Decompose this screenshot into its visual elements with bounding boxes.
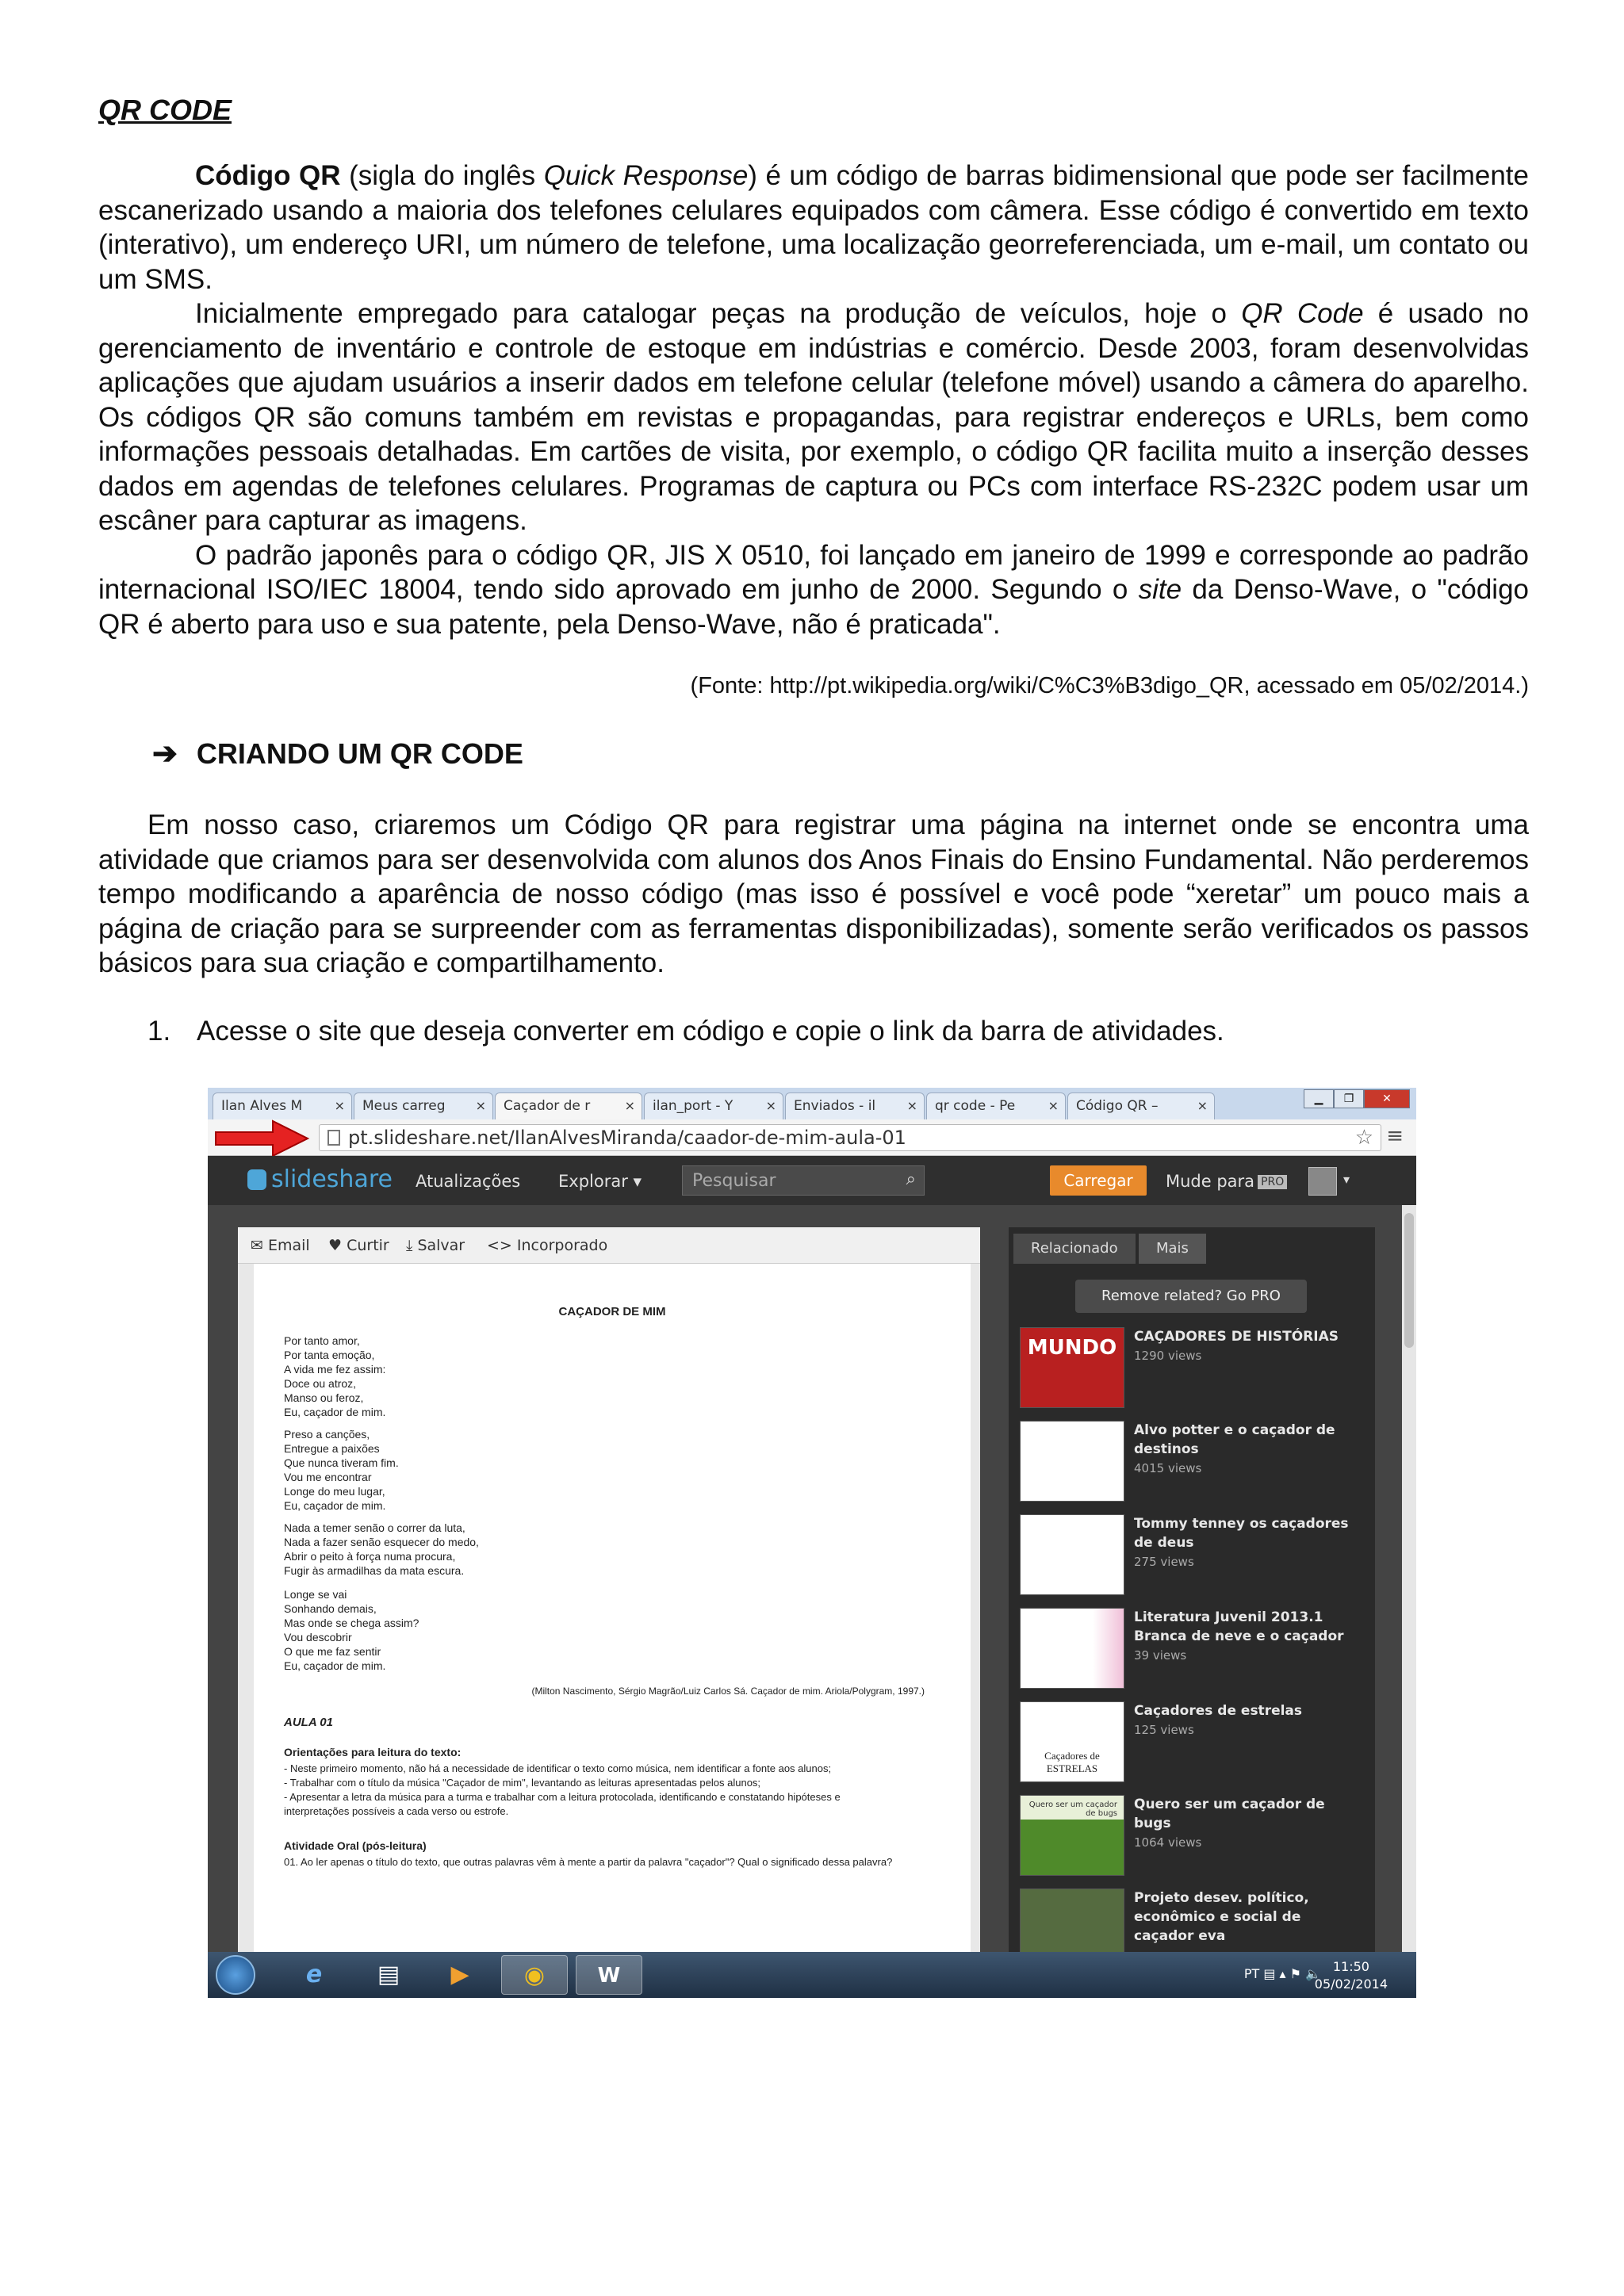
search-input[interactable] bbox=[682, 1165, 925, 1196]
related-thumbnail bbox=[1020, 1327, 1124, 1408]
paragraph-2 bbox=[98, 297, 1529, 538]
logo-text: slideshare bbox=[271, 1165, 393, 1193]
embed-button[interactable]: <> Incorporado bbox=[487, 1237, 608, 1254]
paragraph-4: Em nosso caso, criaremos um Código QR para registrar uma página na internet onde se encontra uma atividade que criamos para ser desenvolvida com alunos dos Anos Finais do Ensino Fundamental. Não perderemos tempo modificando a aparência de nosso código (mas isso é possível e você pode “xeretar” um pouco mais a página de criação para se surpreender com as ferramentas disponibilizadas), somente serão verificados os passos básicos para sua criação e compartilhamento. bbox=[98, 809, 1529, 978]
related-title bbox=[1134, 1327, 1364, 1365]
go-pro-link[interactable] bbox=[1166, 1172, 1287, 1191]
window-controls bbox=[1304, 1089, 1410, 1108]
song-citation: (Milton Nascimento, Sérgio Magrão/Luiz Carlos Sá. Caçador de mim. Ariola/Polygram, 1997.) bbox=[531, 1686, 925, 1697]
stanza-2: Preso a canções, Entregue a paixões Que nunca tiveram fim. Vou me encontrar Longe do meu lugar, Eu, caçador de mim. bbox=[284, 1428, 399, 1512]
browser-tabbar bbox=[208, 1088, 1416, 1119]
related-title bbox=[1134, 1888, 1364, 1946]
related-title bbox=[1134, 1514, 1364, 1571]
avatar[interactable] bbox=[1308, 1167, 1337, 1196]
slideshare-logo-icon bbox=[247, 1169, 266, 1190]
search-placeholder: Pesquisar bbox=[692, 1171, 776, 1191]
tab-label: Caçador de r bbox=[504, 1098, 591, 1114]
para2-text-2: é usado no gerenciamento de inventário e controle de estoque em indústrias e comércio. Desde 2003, foram desenvolvidas aplicações que ajudam usuários a inserir dados em telefone celular (telefone móvel) usando a câmera do aparelho. Os códigos QR são comuns também em revistas e propagandas, para registrar endereços e URLs, bem como informações pessoais detalhadas. Em cartões de visita, por exemplo, o código QR facilita muito a inserção desses dados em agendas de telefones celulares. Programas de captura ou PCs com interface RS-232C podem usar um escâner para capturar as imagens. bbox=[98, 298, 1529, 536]
folder-icon[interactable]: ▤ bbox=[377, 1961, 400, 1988]
clock-date: 05/02/2014 bbox=[1314, 1976, 1388, 1992]
related-item[interactable] bbox=[1020, 1421, 1369, 1503]
related-item[interactable] bbox=[1020, 1701, 1369, 1784]
para2-italic-1: QR Code bbox=[1241, 298, 1364, 329]
slideshare-logo[interactable] bbox=[247, 1165, 393, 1193]
media-player-icon[interactable]: ▶ bbox=[450, 1961, 469, 1988]
document-viewer bbox=[238, 1227, 980, 1954]
tab-close-icon[interactable]: × bbox=[765, 1098, 776, 1113]
arrow-right-icon: ➔ bbox=[152, 737, 178, 771]
step-number: 1. bbox=[147, 1015, 171, 1047]
related-title-text: Quero ser um caçador de bugs bbox=[1134, 1797, 1325, 1831]
intro-paragraph bbox=[98, 159, 1529, 297]
tab-label: qr code - Pe bbox=[935, 1098, 1016, 1114]
tab-label: Ilan Alves M bbox=[221, 1098, 303, 1114]
related-views: 1290 views bbox=[1134, 1349, 1202, 1363]
related-item[interactable] bbox=[1020, 1608, 1369, 1690]
para3-italic-1: site bbox=[1138, 574, 1182, 605]
nav-updates[interactable]: Atualizações bbox=[416, 1172, 521, 1191]
related-title-text: Alvo potter e o caçador de destinos bbox=[1134, 1422, 1335, 1457]
like-button[interactable]: ♥ Curtir bbox=[328, 1237, 389, 1254]
related-thumbnail bbox=[1020, 1421, 1124, 1502]
thumbnail-text: Quero ser um caçador de bugs bbox=[1028, 1800, 1117, 1818]
stanza-4: Longe se vai Sonhando demais, Mas onde se chega assim? Vou descobrir O que me faz sentir Eu, caçador de mim. bbox=[284, 1588, 419, 1672]
slideshare-navbar bbox=[208, 1156, 1416, 1205]
browser-tab[interactable] bbox=[926, 1093, 1066, 1119]
browser-tab-active[interactable] bbox=[495, 1093, 642, 1119]
related-thumbnail bbox=[1020, 1514, 1124, 1595]
step-1 bbox=[147, 1016, 1529, 1047]
red-arrow-icon bbox=[213, 1118, 311, 1159]
orientation-heading: Orientações para leitura do texto: bbox=[284, 1746, 462, 1758]
related-title bbox=[1134, 1701, 1364, 1739]
section-heading-text: CRIANDO UM QR CODE bbox=[196, 737, 523, 770]
maximize-icon[interactable]: ❐ bbox=[1334, 1089, 1364, 1108]
remove-related-button[interactable]: Remove related? Go PRO bbox=[1075, 1280, 1307, 1313]
tab-close-icon[interactable]: × bbox=[624, 1098, 635, 1113]
oral-activity-heading: Atividade Oral (pós-leitura) bbox=[284, 1839, 427, 1852]
url-input[interactable] bbox=[319, 1124, 1381, 1151]
tab-label: ilan_port - Y bbox=[653, 1098, 733, 1114]
intro-text-2: ) é um código de barras bidimensional que pode ser facilmente escanerizado usando a maioria dos telefones celulares equipados com câmera. Esse código é convertido em texto (interativo), um endereço URI, um número de telefone, uma localização georreferenciada, um e-mail, um contato ou um SMS. bbox=[98, 160, 1530, 295]
related-title bbox=[1134, 1608, 1364, 1665]
doc-title: CAÇADOR DE MIM bbox=[558, 1305, 666, 1318]
related-title-text: Caçadores de estrelas bbox=[1134, 1703, 1303, 1719]
tab-close-icon[interactable]: × bbox=[1197, 1098, 1208, 1113]
document-paper bbox=[254, 1264, 971, 1961]
related-sidebar bbox=[1009, 1227, 1375, 1954]
paragraph-3 bbox=[98, 538, 1529, 642]
page-icon bbox=[327, 1130, 340, 1146]
bookmark-star-icon[interactable]: ☆ bbox=[1354, 1126, 1373, 1150]
related-item[interactable] bbox=[1020, 1327, 1369, 1410]
document-toolbar bbox=[238, 1227, 980, 1264]
page-title: QR CODE bbox=[98, 94, 232, 126]
scrollbar-thumb[interactable] bbox=[1404, 1213, 1414, 1348]
email-button[interactable]: ✉ Email bbox=[251, 1237, 310, 1254]
browser-tab[interactable] bbox=[213, 1093, 352, 1119]
intro-italic-1: Quick Response bbox=[543, 160, 749, 191]
search-icon[interactable]: ⌕ bbox=[906, 1169, 916, 1189]
related-item[interactable] bbox=[1020, 1795, 1369, 1877]
thumbnail-text: Caçadores de ESTRELAS bbox=[1044, 1750, 1100, 1774]
tab-close-icon[interactable]: × bbox=[906, 1098, 917, 1113]
stanza-1: Por tanto amor, Por tanta emoção, A vida me fez assim: Doce ou atroz, Manso ou feroz, Eu, caçador de mim. bbox=[284, 1334, 386, 1418]
url-text: pt.slideshare.net/IlanAlvesMiranda/caador-de-mim-aula-01 bbox=[348, 1127, 906, 1149]
clock[interactable] bbox=[1315, 1958, 1388, 1993]
para3-text-1: O padrão japonês para o código QR, JIS X 0510, foi lançado em janeiro de 1999 e corresponde ao padrão internacional ISO/IEC 18004, tendo sido aprovado em junho de 2000. Segundo o bbox=[98, 539, 1529, 605]
document-page bbox=[98, 94, 1529, 1047]
related-thumbnail bbox=[1020, 1608, 1124, 1689]
tab-close-icon[interactable]: × bbox=[334, 1098, 345, 1113]
related-views: 4015 views bbox=[1134, 1461, 1202, 1475]
related-views: 275 views bbox=[1134, 1555, 1194, 1569]
tab-label: Meus carreg bbox=[362, 1098, 446, 1114]
pro-badge: PRO bbox=[1258, 1175, 1287, 1189]
tab-close-icon[interactable]: × bbox=[1048, 1098, 1059, 1113]
orientation-text: - Neste primeiro momento, não há a necessidade de identificar o texto como música, nem identificar a fonte aos alunos; - Trabalhar com o título da música "Caçador de mim", levantando as leituras apresentadas pelos alunos; - Apresentar a letra da música para a turma e trabalhar com a leitura protocolada, identificando e constatando hipóteses e interpretações possíveis a cada verso ou estrofe. bbox=[284, 1762, 841, 1817]
para2-text-1: Inicialmente empregado para catalogar peças na produção de veículos, hoje o bbox=[195, 298, 1242, 329]
thumbnail-text: MUNDO bbox=[1027, 1336, 1117, 1360]
para3-text-2: da Denso-Wave, o "código QR é aberto para uso e sua patente, pela Denso-Wave, não é praticada". bbox=[98, 574, 1529, 640]
related-views: 39 views bbox=[1134, 1648, 1187, 1663]
browser-tab[interactable] bbox=[1067, 1093, 1215, 1119]
browser-screenshot bbox=[208, 1088, 1416, 1998]
clock-time: 11:50 bbox=[1332, 1959, 1369, 1974]
nav-explore[interactable]: Explorar ▾ bbox=[558, 1172, 642, 1191]
related-title-text: Tommy tenney os caçadores de deus bbox=[1134, 1516, 1349, 1551]
system-tray[interactable]: PT ▤ ▴ ⚑ 🔈 bbox=[1243, 1966, 1321, 1981]
start-button[interactable] bbox=[216, 1955, 255, 1995]
source-citation: (Fonte: http://pt.wikipedia.org/wiki/C%C3%B3digo_QR, acessado em 05/02/2014.) bbox=[690, 673, 1529, 698]
save-button[interactable]: ⤓ Salvar bbox=[406, 1237, 465, 1254]
intro-text-1: (sigla do inglês bbox=[340, 160, 544, 191]
related-title-text: CAÇADORES DE HISTÓRIAS bbox=[1134, 1329, 1339, 1345]
tab-more[interactable]: Mais bbox=[1139, 1234, 1206, 1264]
address-bar bbox=[208, 1119, 1416, 1156]
tab-label: Enviados - il bbox=[794, 1098, 876, 1114]
menu-icon[interactable]: ≡ bbox=[1386, 1124, 1404, 1148]
step-text: Acesse o site que deseja converter em código e copie o link da barra de atividades. bbox=[197, 1015, 1224, 1047]
oral-activity-text: 01. Ao ler apenas o título do texto, que outras palavras vêm à mente a partir da palavra "caçador"? Qual o significado dessa palavra? bbox=[284, 1856, 893, 1868]
browser-tab[interactable] bbox=[354, 1093, 493, 1119]
related-title bbox=[1134, 1795, 1364, 1852]
go-pro-text: Mude para bbox=[1166, 1172, 1255, 1191]
windows-taskbar bbox=[208, 1952, 1416, 1998]
stanza-3: Nada a temer senão o correr da luta, Nada a fazer senão esquecer do medo, Abrir o peito à força numa procura, Fugir às armadilhas da mata escura. bbox=[284, 1521, 479, 1577]
related-views: 1064 views bbox=[1134, 1835, 1202, 1850]
minimize-icon[interactable]: ▁ bbox=[1304, 1089, 1334, 1108]
chevron-down-icon[interactable]: ▾ bbox=[1343, 1172, 1350, 1187]
related-title-text: Projeto desev. político, econômico e social de caçador eva bbox=[1134, 1890, 1309, 1944]
related-title-text: Literatura Juvenil 2013.1 Branca de neve e o caçador bbox=[1134, 1609, 1344, 1644]
page-scrollbar[interactable] bbox=[1402, 1205, 1416, 1952]
word-icon[interactable]: W bbox=[576, 1955, 642, 1995]
intro-bold-lead: Código QR bbox=[195, 160, 341, 191]
related-views: 125 views bbox=[1134, 1723, 1194, 1737]
upload-button[interactable]: Carregar bbox=[1050, 1165, 1147, 1196]
browser-tab[interactable] bbox=[644, 1093, 783, 1119]
tab-label: Código QR – bbox=[1076, 1098, 1159, 1114]
close-window-icon[interactable]: ✕ bbox=[1364, 1089, 1410, 1108]
chrome-icon[interactable]: ◉ bbox=[501, 1955, 568, 1995]
related-title bbox=[1134, 1421, 1364, 1478]
tab-close-icon[interactable]: × bbox=[475, 1098, 486, 1113]
tab-related[interactable]: Relacionado bbox=[1013, 1234, 1136, 1264]
section-heading bbox=[152, 736, 1529, 771]
lesson-heading: AULA 01 bbox=[284, 1716, 333, 1729]
related-thumbnail bbox=[1020, 1701, 1124, 1782]
ie-icon[interactable]: e bbox=[305, 1961, 323, 1988]
related-item[interactable] bbox=[1020, 1514, 1369, 1597]
browser-tab[interactable] bbox=[785, 1093, 925, 1119]
related-thumbnail bbox=[1020, 1795, 1124, 1876]
